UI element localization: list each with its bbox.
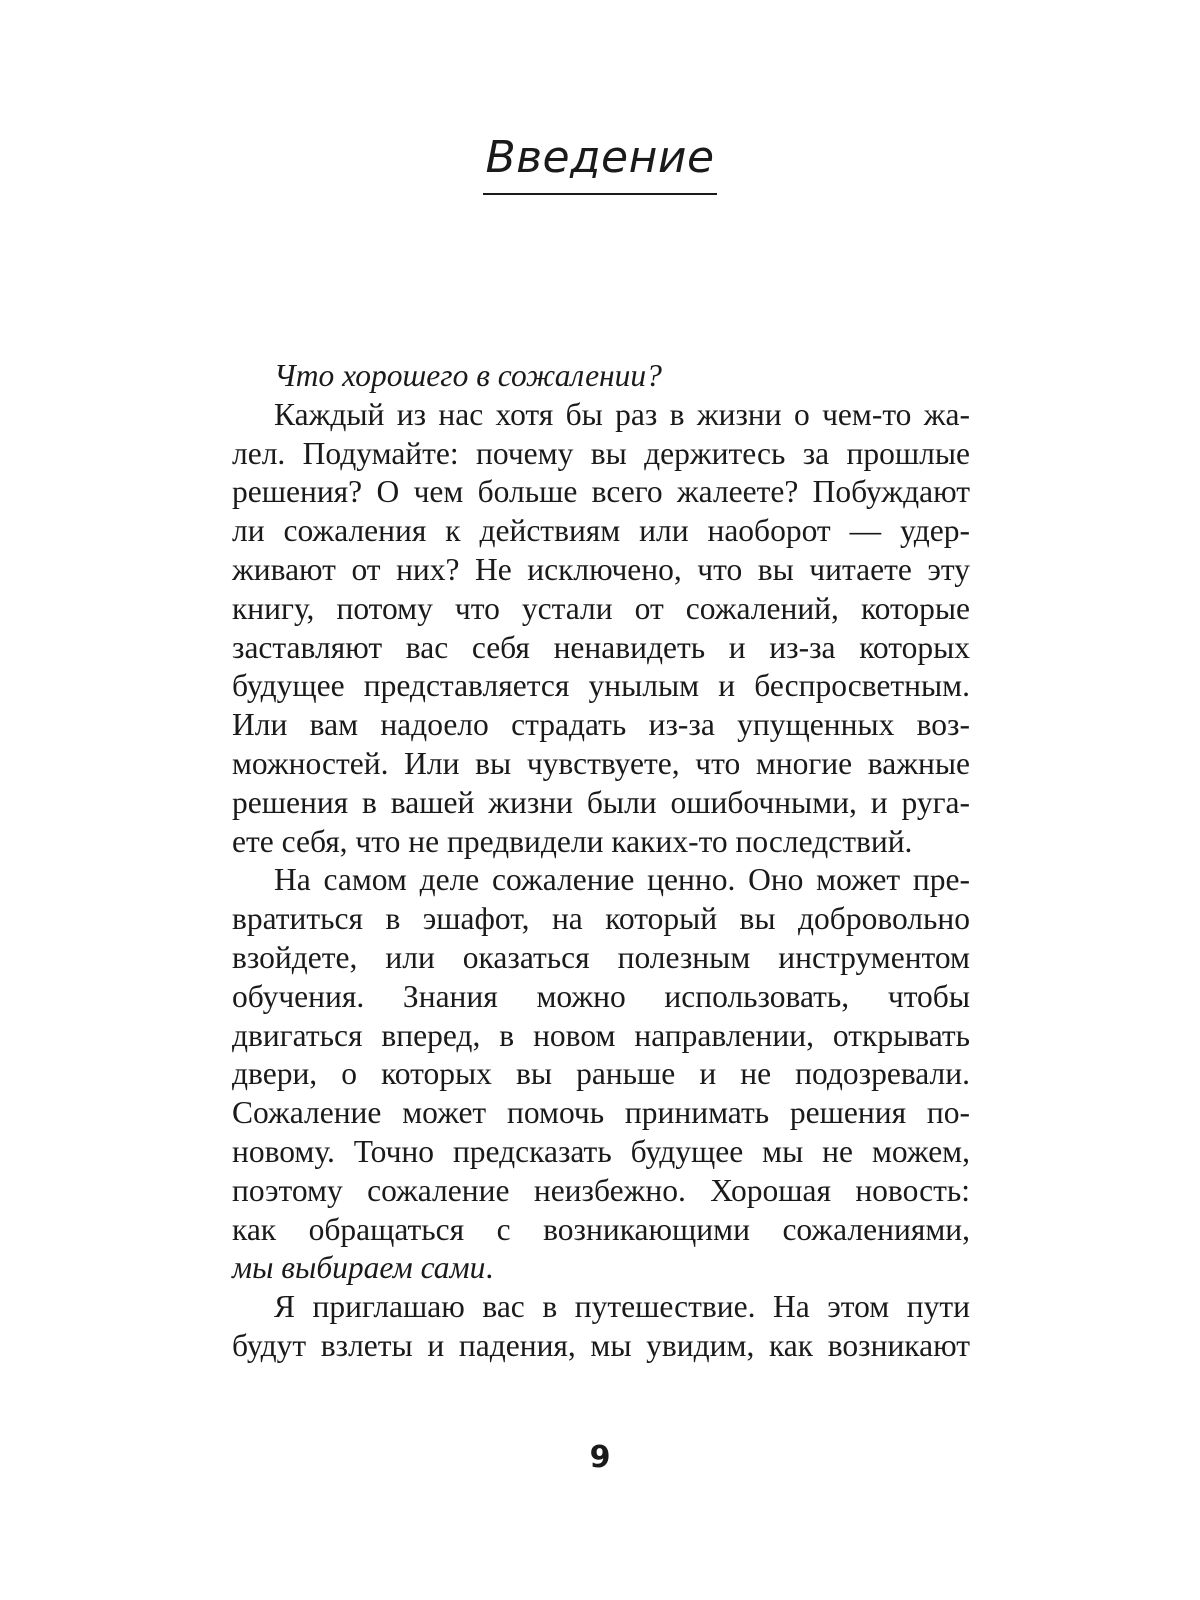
text-line: книгу, потому что устали от сожалений, которые [232, 590, 970, 626]
text-line: решения в вашей жизни были ошибочными, и руга- [232, 784, 970, 820]
text-line: будут взлеты и падения, мы увидим, как возникают [232, 1327, 970, 1363]
text-line: вратиться в эшафот, на который вы добровольно [232, 901, 970, 937]
chapter-heading [0, 132, 1200, 195]
text-line: На самом деле сожаление ценно. Оно может пре- [274, 862, 970, 898]
text-line: ли сожаления к действиям или наоборот — удер- [232, 513, 970, 549]
text-line: решения? О чем больше всего жалеете? Побуждают [232, 474, 970, 510]
chapter-title: Введение [483, 132, 716, 195]
text-line-emphasis [232, 1249, 970, 1288]
text-line: как обращаться с возникающими сожалениями, [232, 1211, 970, 1247]
text-line: обучения. Знания можно использовать, чтобы [232, 978, 970, 1014]
question-heading-line: Что хорошего в сожалении? [274, 358, 662, 393]
text-line: будущее представляется унылым и беспросветным. [232, 668, 970, 704]
text-line: поэтому сожаление неизбежно. Хорошая новость: [232, 1172, 970, 1208]
text-line: Или вам надоело страдать из-за упущенных воз- [232, 707, 970, 743]
text-line: Каждый из нас хотя бы раз в жизни о чем-то жа- [274, 396, 970, 432]
text-line: новому. Точно предсказать будущее мы не можем, [232, 1133, 970, 1169]
text-line: Сожаление может помочь принимать решения по- [232, 1095, 970, 1131]
text-line: живают от них? Не исключено, что вы читаете эту [232, 551, 970, 587]
page-number: 9 [589, 1440, 611, 1475]
text-line: Я приглашаю вас в путешествие. На этом пути [274, 1289, 970, 1325]
text-line: двигаться вперед, в новом направлении, открывать [232, 1017, 970, 1053]
text-line: ете себя, что не предвидели каких-то последствий. [232, 823, 913, 859]
text-line: взойдете, или оказаться полезным инструментом [232, 939, 970, 975]
sentence-period: . [485, 1250, 494, 1286]
text-line: лел. Подумайте: почему вы держитесь за прошлые [232, 435, 970, 471]
text-line: заставляют вас себя ненавидеть и из-за которых [232, 629, 970, 665]
body-text [232, 357, 970, 1366]
text-line: можностей. Или вы чувствуете, что многие важные [232, 745, 970, 781]
emphasis-text: мы выбираем сами [232, 1250, 486, 1286]
text-line: двери, о которых вы раньше и не подозревали. [232, 1056, 970, 1092]
